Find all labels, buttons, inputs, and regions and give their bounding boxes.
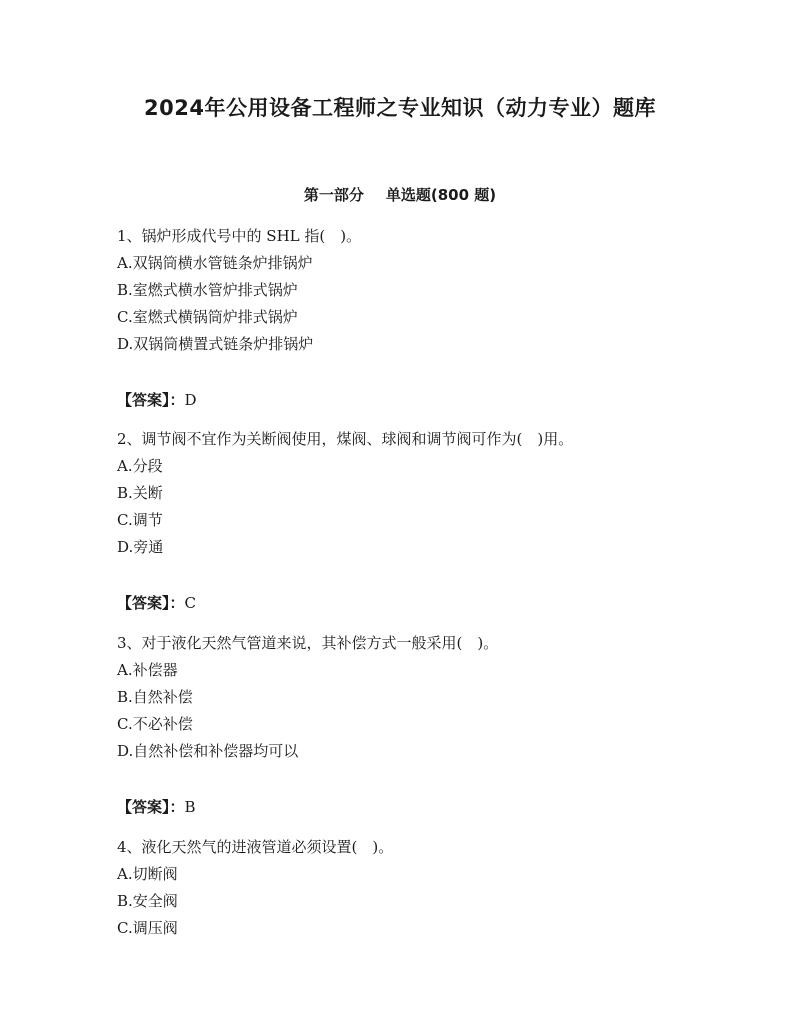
question-stem: 2、调节阀不宜作为关断阀使用，煤阀、球阀和调节阀可作为( )用。 bbox=[117, 430, 574, 448]
option-a: A.补偿器 bbox=[117, 661, 178, 679]
option-d: D.旁通 bbox=[117, 538, 164, 556]
option-a: A.分段 bbox=[117, 457, 163, 475]
answer-line bbox=[117, 591, 196, 615]
option-d: D.自然补偿和补偿器均可以 bbox=[117, 742, 299, 760]
question-stem: 1、锅炉形成代号中的 SHL 指( )。 bbox=[117, 227, 362, 245]
section-heading bbox=[0, 183, 800, 207]
option-a: A.双锅筒横水管链条炉排锅炉 bbox=[117, 254, 313, 272]
answer-value: D bbox=[184, 391, 197, 409]
answer-label: 【答案】： bbox=[117, 594, 185, 612]
option-c: C.不必补偿 bbox=[117, 715, 193, 733]
answer-label: 【答案】： bbox=[117, 798, 185, 816]
section-name: 单选题(800 题) bbox=[385, 186, 497, 204]
answer-line bbox=[117, 388, 197, 412]
answer-line bbox=[117, 795, 196, 819]
option-c: C.调节 bbox=[117, 511, 163, 529]
question-stem: 4、液化天然气的进液管道必须设置( )。 bbox=[117, 838, 394, 856]
option-b: B.室燃式横水管炉排式锅炉 bbox=[117, 281, 298, 299]
option-c: C.调压阀 bbox=[117, 919, 178, 937]
document-title: 2024年公用设备工程师之专业知识（动力专业）题库 bbox=[144, 96, 656, 120]
answer-label: 【答案】： bbox=[117, 391, 185, 409]
question-stem: 3、对于液化天然气管道来说，其补偿方式一般采用( )。 bbox=[117, 634, 499, 652]
section-part: 第一部分 bbox=[303, 186, 364, 204]
answer-value: B bbox=[184, 798, 196, 816]
answer-value: C bbox=[184, 594, 196, 612]
option-c: C.室燃式横锅筒炉排式锅炉 bbox=[117, 308, 298, 326]
option-d: D.双锅筒横置式链条炉排锅炉 bbox=[117, 335, 314, 353]
option-b: B.关断 bbox=[117, 484, 163, 502]
option-b: B.安全阀 bbox=[117, 892, 178, 910]
option-a: A.切断阀 bbox=[117, 865, 178, 883]
option-b: B.自然补偿 bbox=[117, 688, 193, 706]
